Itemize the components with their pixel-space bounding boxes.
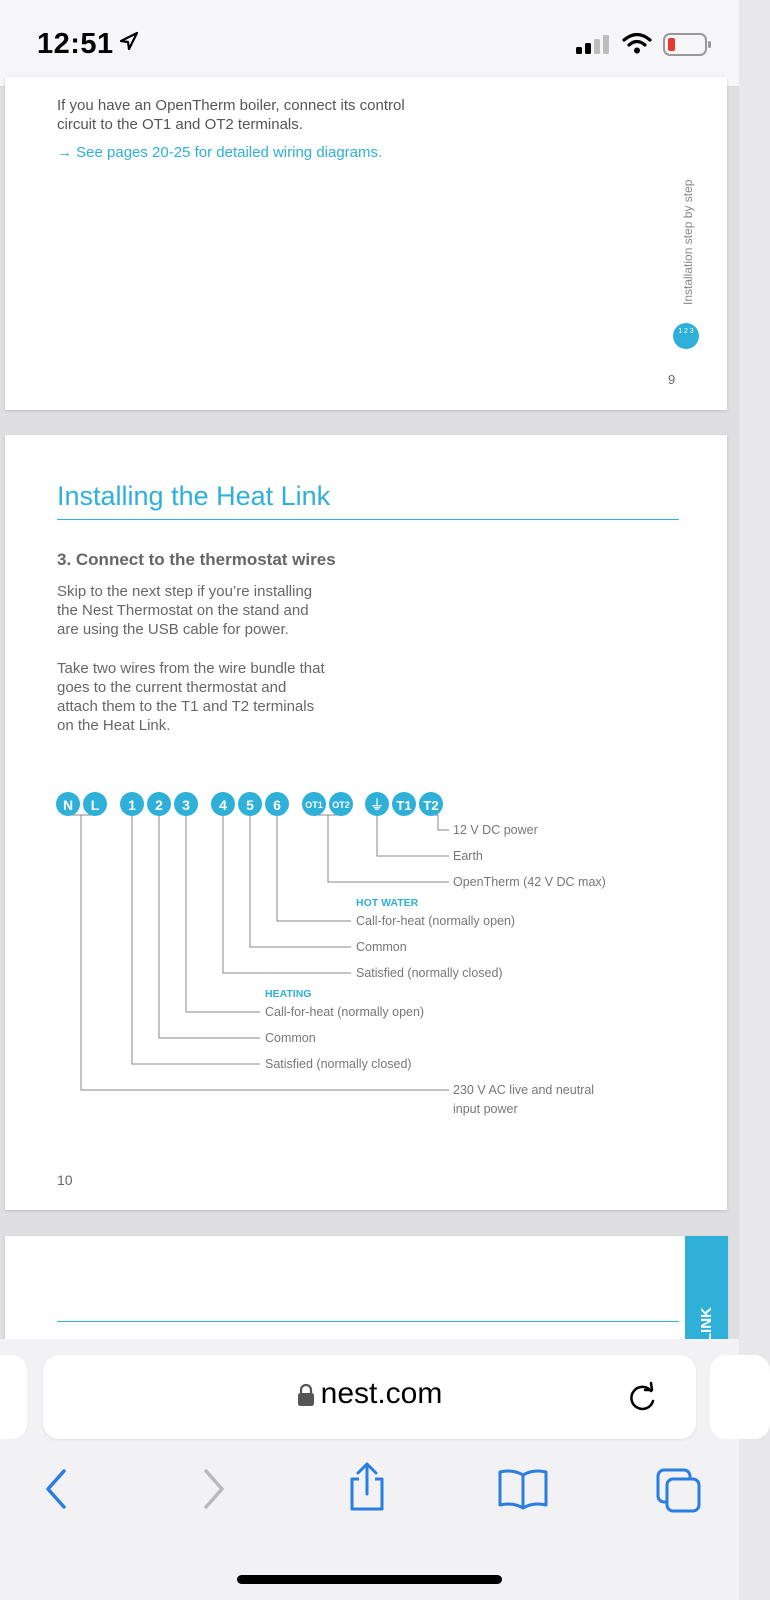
share-icon[interactable]	[346, 1461, 388, 1513]
step-icon: 1 2 3	[673, 323, 699, 349]
text-line: If you have an OpenTherm boiler, connect its control	[57, 97, 405, 114]
lock-icon	[297, 1383, 315, 1407]
previous-tab-card[interactable]	[0, 1355, 27, 1439]
side-section-label: Installation step by step	[681, 179, 695, 305]
title-rule	[57, 1321, 679, 1322]
status-bar	[0, 0, 739, 87]
text-line: Take two wires from the wire bundle that	[57, 660, 325, 677]
label-opentherm: OpenTherm (42 V DC max)	[453, 875, 606, 889]
location-arrow-icon	[118, 30, 140, 52]
bookmarks-icon[interactable]	[497, 1467, 549, 1511]
label-hw-call: Call-for-heat (normally open)	[356, 914, 516, 928]
text-line: attach them to the T1 and T2 terminals	[57, 698, 315, 715]
battery-icon	[663, 33, 713, 57]
hot-water-heading: HOT WATER	[356, 897, 419, 909]
terminal-label: T2	[423, 798, 439, 813]
forward-icon[interactable]	[196, 1467, 232, 1511]
heating-heading: HEATING	[265, 988, 312, 1000]
url-text: nest.com	[320, 1377, 443, 1410]
opentherm-text	[57, 96, 405, 134]
label-h-common: Common	[265, 1031, 316, 1045]
terminal-label: ⏚	[370, 797, 384, 813]
text-line: are using the USB cable for power.	[57, 621, 289, 638]
text-line: the Nest Thermostat on the stand and	[57, 602, 309, 619]
url-display[interactable]	[43, 1377, 696, 1411]
text-line: goes to the current thermostat and	[57, 679, 287, 696]
text-line: circuit to the OT1 and OT2 terminals.	[57, 116, 303, 133]
label-h-satisfied: Satisfied (normally closed)	[265, 1057, 412, 1071]
terminal-label: N	[62, 797, 74, 813]
label-ac-power: 230 V AC live and neutral	[453, 1083, 595, 1097]
clock: 12:51	[37, 28, 114, 60]
text-line: on the Heat Link.	[57, 717, 171, 734]
home-indicator[interactable]	[237, 1575, 502, 1584]
cellular-signal-icon	[576, 34, 612, 54]
page-title: Installing the Heat Link	[57, 481, 331, 511]
page-number: 10	[57, 1172, 73, 1188]
text-line: Skip to the next step if you’re installing	[57, 583, 313, 600]
instruction-paragraph	[57, 659, 357, 735]
title-rule	[57, 519, 679, 520]
intro-paragraph	[57, 582, 357, 639]
terminal-label: 4	[219, 797, 227, 813]
terminal-label: OT1	[305, 800, 323, 810]
terminal-label: 1	[128, 797, 136, 813]
page-9	[5, 77, 727, 410]
wiring-diagram	[5, 790, 727, 1170]
label-h-call: Call-for-heat (normally open)	[265, 1005, 425, 1019]
address-bar[interactable]	[43, 1355, 696, 1439]
label-earth: Earth	[453, 849, 483, 863]
step-heading: 3. Connect to the thermostat wires	[57, 550, 336, 569]
label-dc-power: 12 V DC power	[453, 823, 538, 837]
back-icon[interactable]	[40, 1467, 76, 1511]
reload-icon[interactable]	[625, 1379, 661, 1415]
label-hw-common: Common	[356, 940, 407, 954]
terminal-label: L	[90, 797, 100, 813]
document-viewer[interactable]	[0, 87, 739, 1339]
tabs-icon[interactable]	[655, 1467, 703, 1515]
terminal-label: 5	[246, 797, 254, 813]
terminal-label: T1	[396, 798, 412, 813]
terminal-label: 2	[155, 797, 163, 813]
page-10	[5, 435, 727, 1210]
terminal-label: OT2	[332, 800, 350, 810]
label-ac-power-2: input power	[453, 1102, 518, 1116]
wifi-icon	[622, 32, 652, 54]
terminal-label: 3	[182, 797, 190, 813]
page-number: 9	[668, 372, 676, 387]
label-hw-satisfied: Satisfied (normally closed)	[356, 966, 503, 980]
wiring-diagrams-link[interactable]: → See pages 20-25 for detailed wiring diagrams.	[57, 144, 383, 161]
terminal-label: 6	[273, 797, 281, 813]
next-tab-card[interactable]	[710, 1355, 770, 1439]
browser-toolbar	[0, 1339, 739, 1600]
